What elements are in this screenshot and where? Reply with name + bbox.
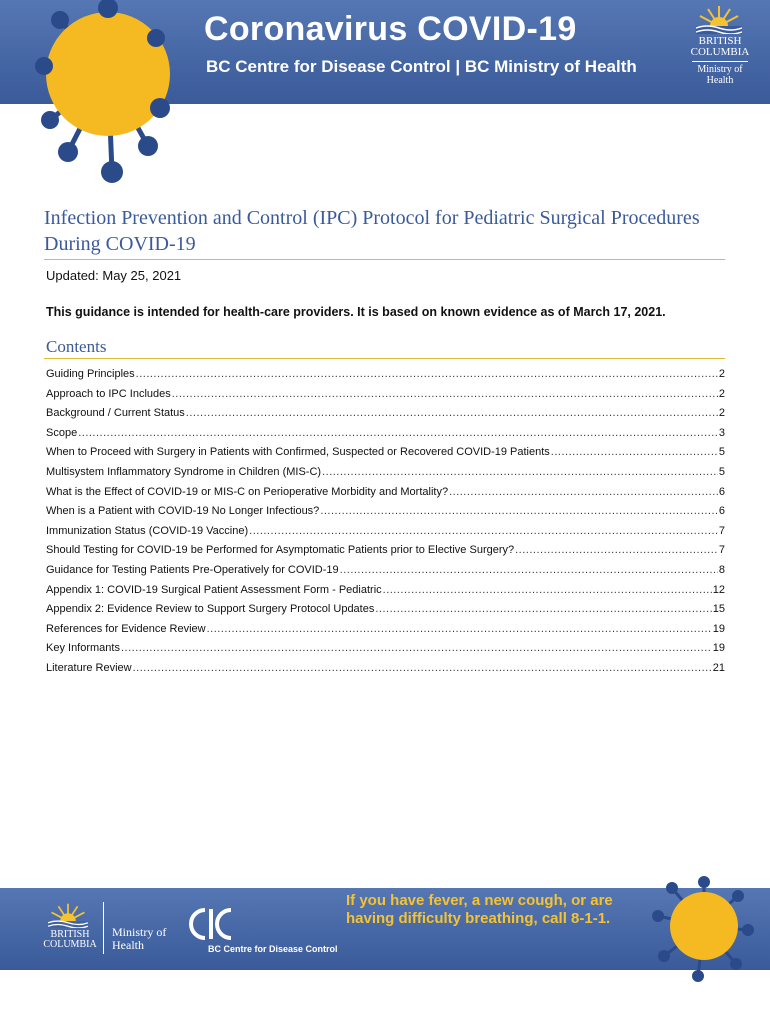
toc-label: Approach to IPC Includes <box>46 387 171 400</box>
toc-page: 19 <box>712 622 725 635</box>
toc-label: Scope <box>46 426 78 439</box>
ministry-label: Ministry of Health <box>697 64 743 86</box>
toc-entry[interactable] <box>46 544 725 564</box>
toc-label: Should Testing for COVID-19 be Performed for Asymptomatic Patients prior to Elective Surgery? <box>46 544 515 557</box>
toc-page: 3 <box>718 426 725 439</box>
contents-heading: Contents <box>46 337 107 356</box>
bc-government-logo <box>680 4 760 96</box>
toc-label: References for Evidence Review <box>46 622 206 635</box>
toc-page: 6 <box>718 505 725 518</box>
footer-logo-divider <box>103 902 104 954</box>
contents-divider <box>44 358 725 359</box>
sun-logo-icon <box>48 902 88 928</box>
footer-bc-logo <box>40 902 100 958</box>
toc-label: Appendix 1: COVID-19 Surgical Patient Assessment Form - Pediatric <box>46 583 382 596</box>
toc-entry[interactable] <box>46 368 725 388</box>
toc-page: 7 <box>718 544 725 557</box>
toc-page: 7 <box>718 524 725 537</box>
toc-label: Literature Review <box>46 661 132 674</box>
header-subtitle: BC Centre for Disease Control | BC Ministry of Health <box>206 57 637 76</box>
toc-label: Immunization Status (COVID-19 Vaccine) <box>46 524 249 537</box>
toc-label: Guiding Principles <box>46 368 135 380</box>
bccdc-logo-icon <box>185 906 245 942</box>
toc-label: When is a Patient with COVID-19 No Longer Infectious? <box>46 505 320 518</box>
toc-entry[interactable] <box>46 407 725 427</box>
toc-entry[interactable] <box>46 466 725 486</box>
bc-wordmark: BRITISH COLUMBIA <box>43 929 97 950</box>
updated-date: Updated: May 25, 2021 <box>46 268 182 283</box>
toc-page: 2 <box>718 407 725 420</box>
toc-label: Key Informants <box>46 642 120 655</box>
toc-entry[interactable] <box>46 525 725 545</box>
toc-entry[interactable] <box>46 427 725 447</box>
title-divider <box>44 259 725 260</box>
coronavirus-icon <box>0 0 200 200</box>
toc-page: 5 <box>718 465 725 478</box>
toc-entry[interactable] <box>46 388 725 408</box>
toc-page: 21 <box>712 661 725 674</box>
bccdc-name: BC Centre for Disease Control <box>208 944 338 954</box>
call-811-message: If you have fever, a new cough, or are having difficulty breathing, call 8-1-1. <box>346 892 613 927</box>
toc-page: 8 <box>718 563 725 576</box>
toc-entry[interactable] <box>46 486 725 506</box>
toc-entry[interactable] <box>46 623 725 643</box>
header-title: Coronavirus COVID-19 <box>204 10 577 48</box>
toc-page: 15 <box>712 603 725 616</box>
toc-entry[interactable] <box>46 564 725 584</box>
toc-label: Guidance for Testing Patients Pre-Operatively for COVID-19 <box>46 563 339 576</box>
toc-entry[interactable] <box>46 446 725 466</box>
toc-label: What is the Effect of COVID-19 or MIS-C on Perioperative Morbidity and Mortality? <box>46 485 449 498</box>
footer-ministry-label: Ministry of Health <box>112 925 167 952</box>
toc-page: 2 <box>718 387 725 400</box>
sun-logo-icon <box>696 4 742 34</box>
toc-label: When to Proceed with Surgery in Patients with Confirmed, Suspected or Recovered COVID-19 Patients <box>46 446 550 459</box>
bc-wordmark: BRITISH COLUMBIA <box>690 35 750 58</box>
guidance-statement: This guidance is intended for health-care providers. It is based on known evidence as of March 17, 2021. <box>46 305 666 319</box>
logo-divider <box>692 61 748 62</box>
toc-label: Background / Current Status <box>46 407 185 420</box>
toc-label: Appendix 2: Evidence Review to Support Surgery Protocol Updates <box>46 603 375 616</box>
toc-page: 19 <box>712 642 725 655</box>
toc-page: 6 <box>718 485 725 498</box>
toc-entry[interactable] <box>46 662 725 682</box>
coronavirus-icon <box>648 872 758 982</box>
document-title: Infection Prevention and Control (IPC) Protocol for Pediatric Surgical Procedures During COVID-19 <box>44 207 700 255</box>
toc-entry[interactable] <box>46 642 725 662</box>
toc-label: Multisystem Inflammatory Syndrome in Children (MIS-C) <box>46 465 322 478</box>
table-of-contents <box>46 368 725 682</box>
toc-page: 5 <box>718 446 725 459</box>
toc-entry[interactable] <box>46 505 725 525</box>
toc-entry[interactable] <box>46 603 725 623</box>
toc-page: 12 <box>712 583 725 596</box>
toc-page: 2 <box>718 368 725 380</box>
toc-entry[interactable] <box>46 584 725 604</box>
